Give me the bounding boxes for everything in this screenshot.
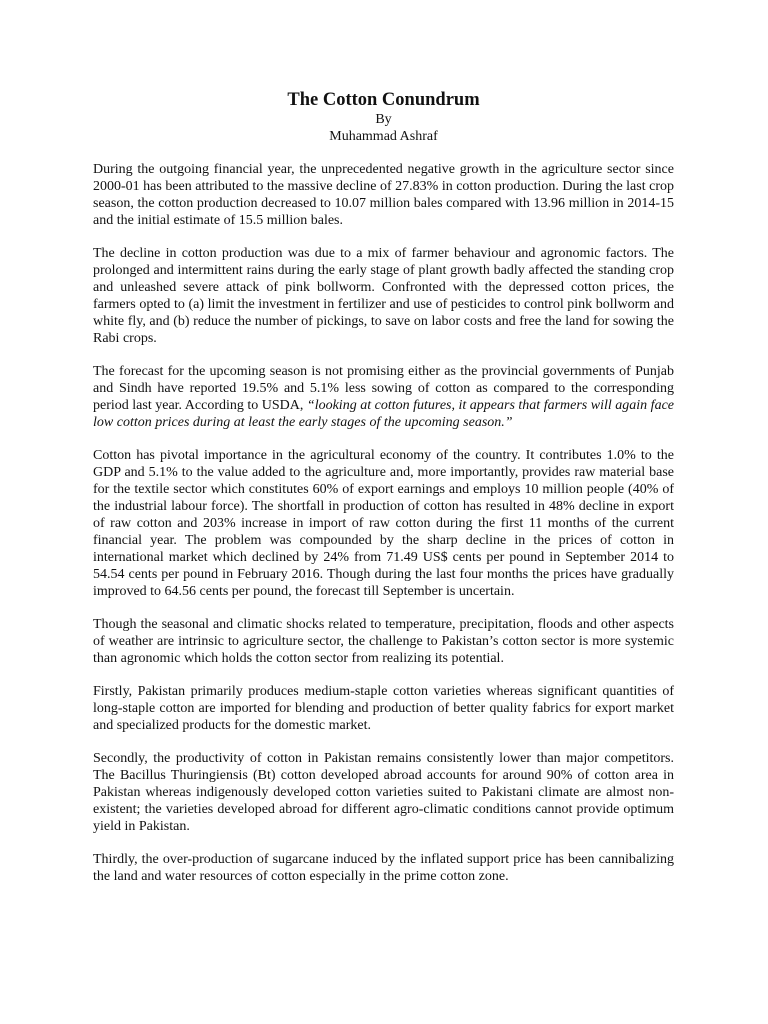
paragraph-7: Secondly, the productivity of cotton in Pakistan remains consistently lower than major competitors. The Bacillus Thuringiensis (Bt) cotton developed abroad accounts for around 90% of cotton area in Pakistan whereas indigenously developed cotton varieties suited to Pakistani climate are almost non-existent; the varieties developed abroad for different agro-climatic conditions cannot provide optimum yield in Pakistan. xyxy=(93,751,674,834)
paragraph-5: Though the seasonal and climatic shocks related to temperature, precipitation, floods and other aspects of weather are intrinsic to agriculture sector, the challenge to Pakistan’s cotton sector is more systemic than agronomic which holds the cotton sector from realizing its potential. xyxy=(93,617,674,666)
document-page xyxy=(93,89,674,901)
byline-by: By xyxy=(375,112,392,127)
paragraph-6: Firstly, Pakistan primarily produces medium-staple cotton varieties whereas significant quantities of long-staple cotton are imported for blending and production of better quality fabrics for export market and specialized products for the domestic market. xyxy=(93,684,674,733)
paragraph-8: Thirdly, the over-production of sugarcane induced by the inflated support price has been cannibalizing the land and water resources of cotton especially in the prime cotton zone. xyxy=(93,852,674,884)
paragraph-3-text: The forecast for the upcoming season is not promising either as the provincial governments of Punjab and Sindh have reported 19.5% and 5.1% less sowing of cotton as compared to the corresponding period last year. According to USDA, xyxy=(93,364,674,413)
document-title: The Cotton Conundrum xyxy=(287,90,480,110)
paragraph-2: The decline in cotton production was due to a mix of farmer behaviour and agronomic factors. The prolonged and intermittent rains during the early stage of plant growth badly affected the standing crop and unleashed severe attack of pink bollworm. Confronted with the depressed cotton prices, the farmers opted to (a) limit the investment in fertilizer and use of pesticides to control pink bollworm and white fly, and (b) reduce the number of pickings, to save on labor costs and free the land for sowing the Rabi crops. xyxy=(93,246,674,346)
paragraph-4: Cotton has pivotal importance in the agricultural economy of the country. It contributes 1.0% to the GDP and 5.1% to the value added to the agriculture and, more importantly, provides raw material base for the textile sector which constitutes 60% of export earnings and employs 10 million people (40% of the industrial labour force). The shortfall in production of cotton has resulted in 48% decline in export of raw cotton and 203% increase in import of raw cotton during the first 11 months of the current financial year. The problem was compounded by the sharp decline in the prices of cotton in international market which declined by 24% from 71.49 US$ cents per pound in September 2014 to 54.54 cents per pound in February 2016. Though during the last four months the prices have gradually improved to 64.56 cents per pound, the forecast till September is uncertain. xyxy=(93,448,674,599)
paragraph-3 xyxy=(93,363,674,431)
usda-quote: “looking at cotton futures, it appears that farmers will again face low cotton prices during at least the early stages of the upcoming season.” xyxy=(93,398,674,430)
paragraph-1: During the outgoing financial year, the unprecedented negative growth in the agriculture sector since 2000-01 has been attributed to the massive decline of 27.83% in cotton production. During the last crop season, the cotton production decreased to 10.07 million bales compared with 13.96 million in 2014-15 and the initial estimate of 15.5 million bales. xyxy=(93,162,674,228)
author-name: Muhammad Ashraf xyxy=(329,129,438,144)
